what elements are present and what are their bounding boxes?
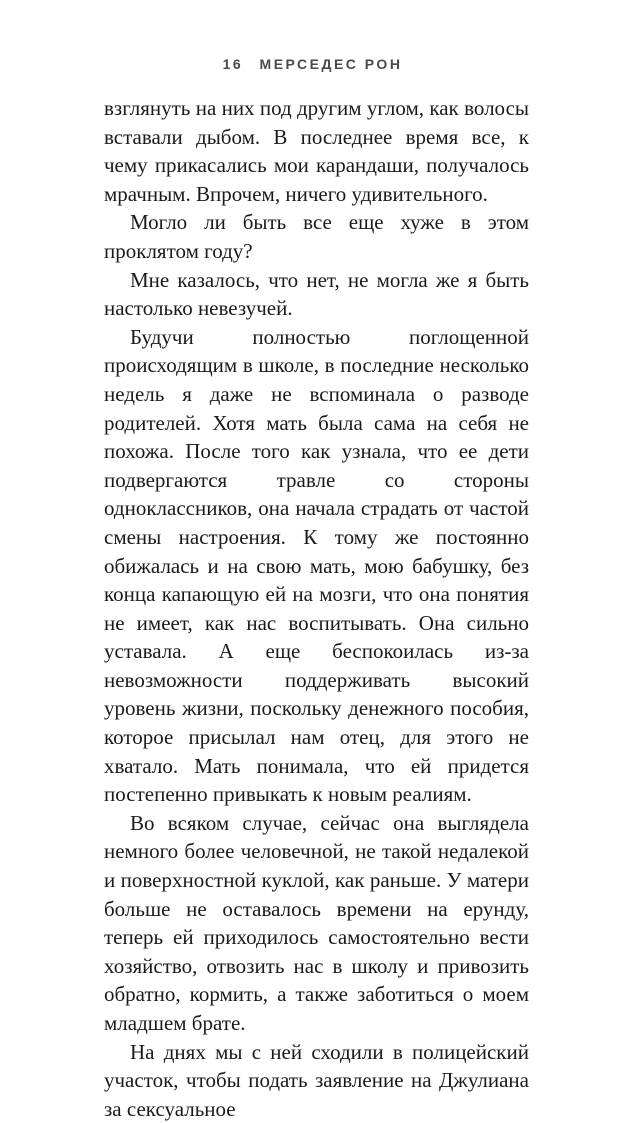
- paragraph: Будучи полностью поглощенной происходящим в школе, в последние несколько недель я даже не вспоминала о разводе родителей. Хотя мать была сама на себя не похожа. После того как узнала, что ее дети подвергаются травле со стороны одноклассников, она начала страдать от частой смены настроения. К тому же постоянно обижалась и на свою мать, мою бабушку, без конца капающую ей на мозги, что она понятия не имеет, как нас воспитывать. Она сильно уставала. А еще беспокоилась из-за невозможности поддерживать высокий уровень жизни, поскольку денежного пособия, которое присылал нам отец, для этого не хватало. Мать понимала, что ей придется постепенно привыкать к новым реалиям.: [104, 324, 529, 807]
- author-name: МЕРСЕДЕС РОН: [259, 56, 403, 72]
- paragraph-continued: взглянуть на них под другим углом, как волосы вставали дыбом. В последнее время все, к чему прикасались мои карандаши, получалось мрачным. Впрочем, ничего удивительного.: [104, 96, 529, 206]
- paragraph: Во всяком случае, сейчас она выглядела немного более человечной, не такой недалекой и поверхностной куклой, как раньше. У матери больше не оставалось времени на ерунду, теперь ей приходилось самостоятельно вести хозяйство, отвозить нас в школу и привозить обратно, кормить, а также заботиться о моем младшем брате.: [104, 810, 529, 1035]
- body-text: [104, 94, 529, 1123]
- paragraph: Могло ли быть все еще хуже в этом проклятом году?: [104, 210, 529, 263]
- paragraph: Мне казалось, что нет, не могла же я быть настолько невезучей.: [104, 267, 529, 321]
- paragraph: На днях мы с ней сходили в полицейский участок, чтобы подать заявление на Джулиана за сексуальное: [104, 1039, 529, 1121]
- running-header: [0, 56, 625, 72]
- page-number: 16: [222, 56, 244, 72]
